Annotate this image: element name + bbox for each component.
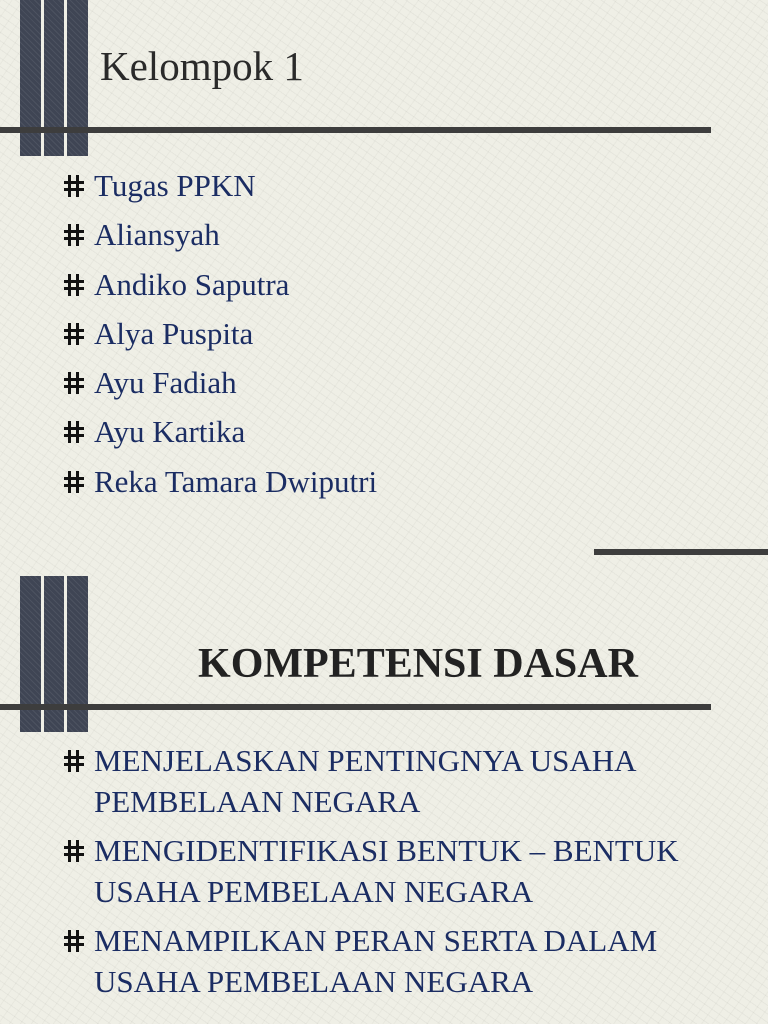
list-item-text: Alya Puspita xyxy=(94,315,254,351)
list-item xyxy=(64,265,377,314)
bullet-icon xyxy=(64,224,84,246)
list-item xyxy=(64,363,377,412)
member-list xyxy=(64,166,377,511)
bullet-icon xyxy=(64,372,84,394)
bullet-icon xyxy=(64,175,84,197)
list-item-text: Ayu Kartika xyxy=(94,414,246,450)
list-item xyxy=(64,462,377,511)
title-divider xyxy=(0,127,711,133)
list-item-text: Tugas PPKN xyxy=(94,168,256,203)
bottom-divider xyxy=(594,549,768,555)
bullet-icon xyxy=(64,840,84,862)
list-item xyxy=(64,740,724,822)
list-item-text: Aliansyah xyxy=(94,217,220,253)
list-item xyxy=(64,920,724,1002)
list-item-text: MENAMPILKAN PERAN SERTA DALAM USAHA PEMBELAAN NEGARA xyxy=(94,923,658,999)
list-item-text: Andiko Saputra xyxy=(94,266,290,302)
competency-list xyxy=(64,740,724,1010)
list-item xyxy=(64,412,377,461)
slide-title: Kelompok 1 xyxy=(100,43,304,89)
list-item-text: Ayu Fadiah xyxy=(94,365,237,401)
list-item-text: Reka Tamara Dwiputri xyxy=(94,463,378,499)
list-item xyxy=(64,166,377,215)
bullet-icon xyxy=(64,750,84,772)
bullet-icon xyxy=(64,471,84,493)
list-item xyxy=(64,215,377,264)
title-divider xyxy=(0,704,711,710)
list-item xyxy=(64,314,377,363)
bullet-icon xyxy=(64,421,84,443)
list-item xyxy=(64,830,724,912)
list-item-text: MENJELASKAN PENTINGNYA USAHA PEMBELAAN NEGARA xyxy=(94,743,635,819)
bullet-icon xyxy=(64,323,84,345)
bullet-icon xyxy=(64,930,84,952)
bullet-icon xyxy=(64,274,84,296)
slide-title: KOMPETENSI DASAR xyxy=(198,641,638,687)
list-item-text: MENGIDENTIFIKASI BENTUK – BENTUK USAHA PEMBELAAN NEGARA xyxy=(94,833,679,909)
